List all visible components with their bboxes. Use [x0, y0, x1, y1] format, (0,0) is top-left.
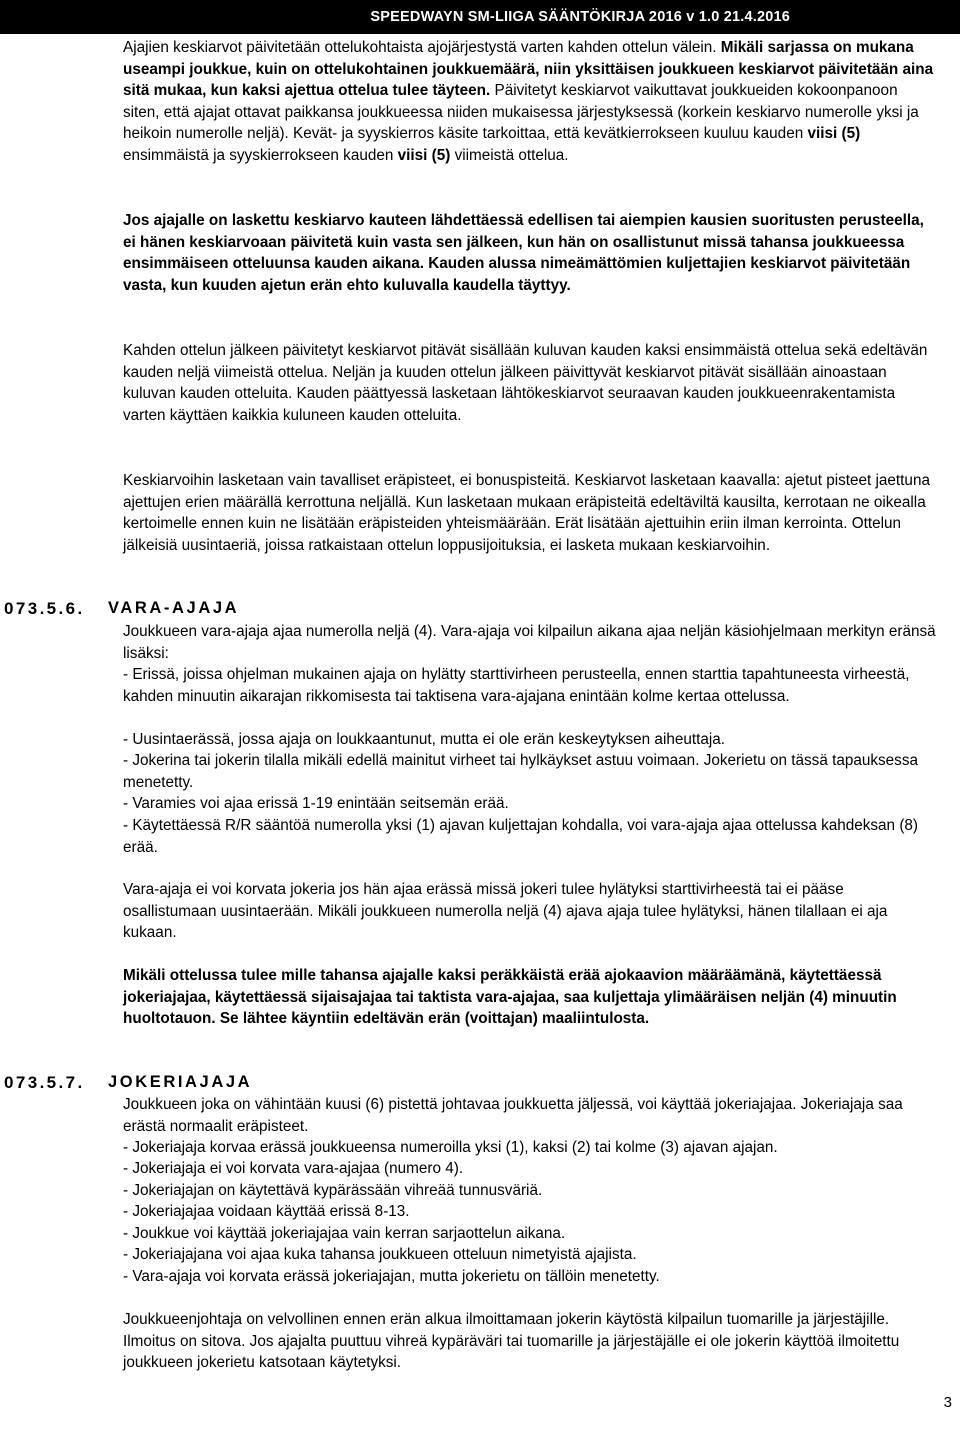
reserve-rider-item: - Käytettäessä R/R sääntöä numerolla yksi (1) ajavan kuljettajan kohdalla, voi vara-ajaja ajaa ottelussa kahdeksan (8) erää.	[123, 817, 919, 856]
joker-rider-intro: Joukkueen joka on vähintään kuusi (6) pistettä johtavaa joukkuetta jäljessä, voi käyttää jokeriajajaa. Jokeriajaja saa erästä normaalit eräpisteet.	[123, 1096, 903, 1135]
section-title-joker-rider: JOKERIAJAJA	[108, 1073, 253, 1091]
paragraph-season-start-average: Jos ajajalle on laskettu keskiarvo kauteen lähdettäessä edellisen tai aiempien kausien suoritusten perusteella, ei hänen keskiarvoaan päivitetä kuin vasta sen jälkeen, kun hän on osallistunut missä tahansa joukkueessa ensimmäiseen otteluunsa kauden aikana. Kauden alussa nimeämättömien kuljettajien keskiarvot päivitetään vasta, kun kuuden ajetun erän ehto kuluvalla kaudella täyttyy.	[123, 212, 924, 294]
reserve-rider-item: - Erissä, joissa ohjelman mukainen ajaja on hylätty starttivirheen perusteella, ennen starttia tapahtuneesta virheestä, kahden minuutin aikarajan rikkomisesta tai taktisena vara-ajajana enintään kolme kertaa ottelussa.	[123, 666, 910, 705]
para1-text3: ensimmäistä ja syyskierrokseen kauden	[123, 146, 398, 164]
section-number-joker-rider: 073.5.7.	[4, 1073, 85, 1092]
header-title: SPEEDWAYN SM-LIIGA SÄÄNTÖKIRJA 2016 v 1.0 21.4.2016	[370, 9, 790, 25]
para1-text2: Päivitetyt keskiarvot vaikuttavat joukkueiden kokoonpanoon siten, että ajajat ottavat paikkansa joukkueessa niiden mukaisessa järjestyksessä (korkein keskiarvo numerolle yksi ja heikoin numerolle neljä). Kevät- ja syyskierros käsite tarkoittaa, että kevätkierrokseen kuuluu kauden	[123, 82, 919, 143]
paragraph-two-match-average: Kahden ottelun jälkeen päivitetyt keskiarvot pitävät sisällään kuluvan kauden kaksi ensimmäistä ottelua sekä edeltävän kauden neljä viimeistä ottelua. Neljän ja kuuden ottelun jälkeen päivittyvät keskiarvot pitävät sisällään ainoastaan kuluvan kauden otteluita. Kauden päättyessä lasketaan lähtökeskiarvot seuraavan kauden joukkueenrakentamista varten käyttäen kaikkia kuluneen kauden otteluita.	[123, 342, 928, 424]
joker-rider-item: - Joukkue voi käyttää jokeriajajaa vain kerran sarjaottelun aikana.	[123, 1225, 566, 1242]
joker-rider-item: - Jokeriajajaa voidaan käyttää erissä 8-13.	[123, 1203, 410, 1220]
joker-rider-announcement-paragraph: Joukkueenjohtaja on velvollinen ennen erän alkua ilmoittamaan jokerin käytöstä kilpailun tuomarille ja järjestäjille. Ilmoitus on sitova. Jos ajajalta puuttuu vihreä kypäräväri tai tuomarille ja järjestäjälle ei ole jokerin käyttöä ilmoitettu joukkueen jokerietu katsotaan käytetyksi.	[123, 1311, 900, 1372]
paragraph-average-formula: Keskiarvoihin lasketaan vain tavalliset eräpisteet, ei bonuspisteitä. Keskiarvot lasketaan kaavalla: ajetut pisteet jaettuna ajettujen erien määrällä kerrottuna neljällä. Kun lasketaan mukaan eräpisteitä edeltäviltä kausilta, kerrotaan ne oikealla kertoimelle ennen kuin ne lisätään eräpisteiden yhteismäärään. Erät lisätään ajettuihin eriin ilman kerrointa. Ottelun jälkeisiä uusintaeriä, joissa ratkaistaan ottelun loppusijoituksia, ei lasketa mukaan keskiarvoihin.	[123, 472, 930, 554]
paragraph-averages-update	[123, 37, 938, 167]
joker-rider-item: - Jokeriajaja korvaa erässä joukkueensa numeroilla yksi (1), kaksi (2) tai kolme (3) ajavan ajajan.	[123, 1139, 778, 1156]
reserve-rider-joker-paragraph: Vara-ajaja ei voi korvata jokeria jos hän ajaa erässä missä jokeri tulee hylätyksi starttivirheestä tai ei pääse osallistumaan uusintaerään. Mikäli joukkueen numerolla neljä (4) ajava ajaja tulee hylätyksi, hänen tilallaan ei aja kukaan.	[123, 881, 888, 942]
reserve-rider-intro: Joukkueen vara-ajaja ajaa numerolla neljä (4). Vara-ajaja voi kilpailun aikana ajaa neljän käsiohjelmaan merkityn eränsä lisäksi:	[123, 623, 936, 662]
reserve-rider-item: - Uusintaerässä, jossa ajaja on loukkaantunut, mutta ei ole erän keskeytyksen aiheuttaja.	[123, 731, 726, 748]
joker-rider-item: - Jokeriajaja ei voi korvata vara-ajajaa (numero 4).	[123, 1160, 464, 1177]
section-number-reserve-rider: 073.5.6.	[4, 599, 85, 618]
para1-bold3: viisi (5)	[397, 146, 451, 164]
page-number: 3	[943, 1394, 952, 1411]
para1-bold2: viisi (5)	[807, 125, 861, 143]
section-title-reserve-rider: VARA-AJAJA	[108, 599, 240, 617]
joker-rider-item: - Jokeriajajan on käytettävä kypärässään vihreää tunnusväriä.	[123, 1182, 543, 1199]
para1-text1: Ajajien keskiarvot päivitetään ottelukohtaista ajojärjestystä varten kahden ottelun välein.	[123, 39, 721, 56]
document-header	[0, 0, 960, 34]
joker-rider-item: - Vara-ajaja voi korvata erässä jokeriajajan, mutta jokerietu on tällöin menetetty.	[123, 1268, 660, 1285]
para1-text4: viimeistä ottelua.	[450, 146, 569, 164]
reserve-rider-break-rule: Mikäli ottelussa tulee mille tahansa ajajalle kaksi peräkkäistä erää ajokaavion määräämänä, käytettäessä jokeriajajaa, käytettäessä sijaisajajaa tai taktista vara-ajajaa, saa kuljettaja ylimääräisen neljän (4) minuutin huoltotauon. Se lähtee käyntiin edeltävän erän (voittajan) maaliintulosta.	[123, 967, 897, 1028]
reserve-rider-item: - Jokerina tai jokerin tilalla mikäli edellä mainitut virheet tai hylkäykset astuu voimaan. Jokerietu on tässä tapauksessa menetetty.	[123, 752, 918, 791]
para1-bold1: Mikäli sarjassa on mukana useampi joukkue, kuin on ottelukohtainen joukkuemäärä, niin yksittäisen joukkueen keskiarvot päivitetään aina sitä mukaa, kun kaksi ajettua ottelua tulee täyteen.	[123, 39, 934, 100]
reserve-rider-item: - Varamies voi ajaa erissä 1-19 enintään seitsemän erää.	[123, 795, 509, 812]
joker-rider-item: - Jokeriajajana voi ajaa kuka tahansa joukkueen otteluun nimetyistä ajajista.	[123, 1246, 637, 1263]
